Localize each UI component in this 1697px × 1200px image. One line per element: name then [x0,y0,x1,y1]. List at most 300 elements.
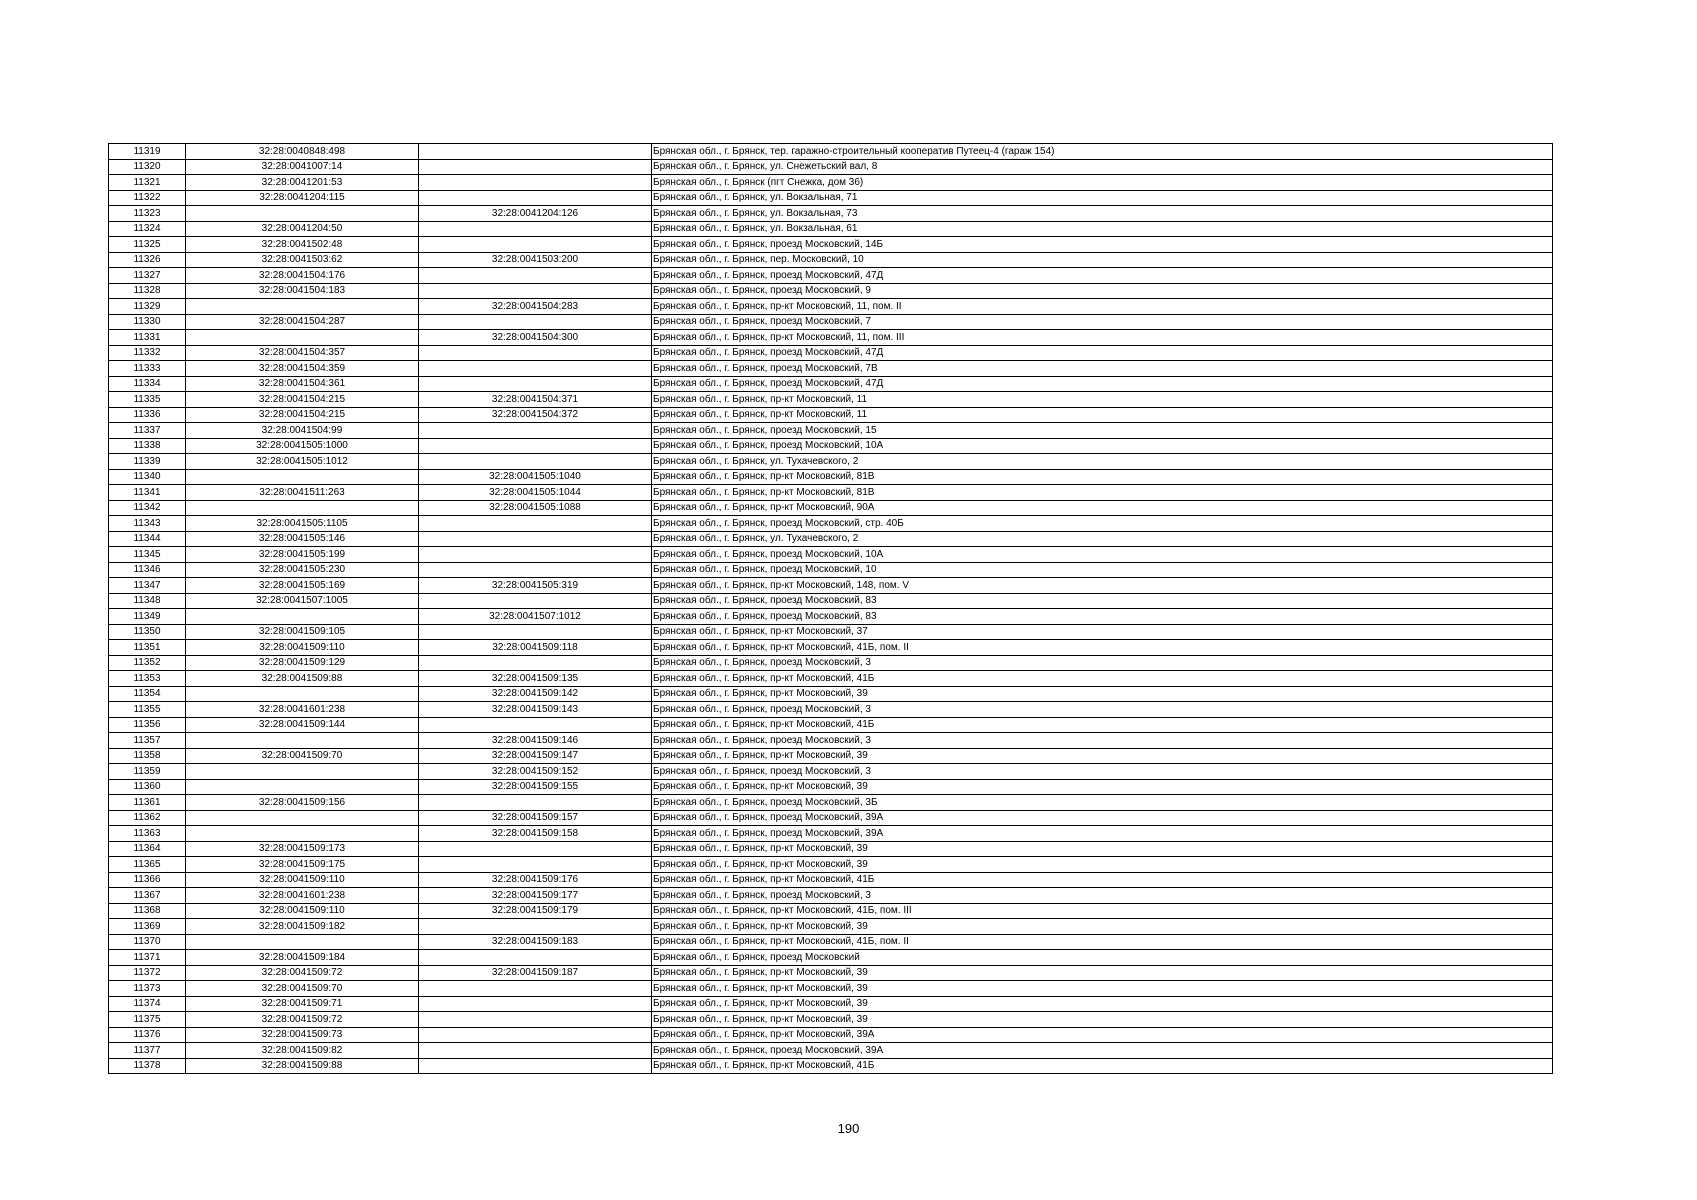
cadastral-number-cell: 32:28:0041505:169 [186,578,419,594]
cadastral-number-cell: 32:28:0041509:88 [186,1058,419,1074]
cadastral-number-cell: 32:28:0041503:62 [186,252,419,268]
address-cell: Брянская обл., г. Брянск, проезд Московский, 3 [652,655,1553,671]
cadastral-number-cell: 32:28:0041505:1105 [186,516,419,532]
table-row [109,268,1553,284]
address-cell: Брянская обл., г. Брянск, пр-кт Московский, 41Б, пом. III [652,903,1553,919]
related-cadastral-number-cell [419,361,652,377]
address-cell: Брянская обл., г. Брянск, пр-кт Московский, 81В [652,485,1553,501]
address-cell: Брянская обл., г. Брянск, пр-кт Московский, 81В [652,469,1553,485]
table-row [109,950,1553,966]
record-number-cell: 11359 [109,764,186,780]
table-row [109,934,1553,950]
cadastral-number-cell [186,500,419,516]
related-cadastral-number-cell [419,531,652,547]
address-cell: Брянская обл., г. Брянск, ул. Вокзальная, 73 [652,206,1553,222]
cadastral-number-cell: 32:28:0041509:105 [186,624,419,640]
related-cadastral-number-cell [419,237,652,253]
related-cadastral-number-cell: 32:28:0041509:177 [419,888,652,904]
cadastral-number-cell [186,330,419,346]
record-number-cell: 11371 [109,950,186,966]
record-number-cell: 11367 [109,888,186,904]
address-cell: Брянская обл., г. Брянск, проезд Московский, 47Д [652,376,1553,392]
cadastral-number-cell: 32:28:0041504:357 [186,345,419,361]
related-cadastral-number-cell: 32:28:0041505:319 [419,578,652,594]
cadastral-number-cell: 32:28:0041509:182 [186,919,419,935]
record-number-cell: 11346 [109,562,186,578]
record-number-cell: 11328 [109,283,186,299]
address-cell: Брянская обл., г. Брянск, проезд Московский [652,950,1553,966]
record-number-cell: 11377 [109,1043,186,1059]
address-cell: Брянская обл., г. Брянск, проезд Московский, 10А [652,438,1553,454]
table-body [109,144,1553,1074]
table-row [109,1012,1553,1028]
cadastral-number-cell [186,733,419,749]
record-number-cell: 11344 [109,531,186,547]
related-cadastral-number-cell: 32:28:0041509:152 [419,764,652,780]
cadastral-number-cell: 32:28:0041504:183 [186,283,419,299]
table-row [109,686,1553,702]
record-number-cell: 11321 [109,175,186,191]
record-number-cell: 11322 [109,190,186,206]
record-number-cell: 11336 [109,407,186,423]
table-row [109,237,1553,253]
record-number-cell: 11345 [109,547,186,563]
record-number-cell: 11319 [109,144,186,160]
record-number-cell: 11331 [109,330,186,346]
table-row [109,423,1553,439]
related-cadastral-number-cell: 32:28:0041509:118 [419,640,652,656]
table-row [109,190,1553,206]
cadastral-number-cell [186,779,419,795]
related-cadastral-number-cell: 32:28:0041509:176 [419,872,652,888]
record-number-cell: 11343 [109,516,186,532]
address-cell: Брянская обл., г. Брянск, проезд Московский, 3Б [652,795,1553,811]
cadastral-number-cell: 32:28:0041504:176 [186,268,419,284]
address-cell: Брянская обл., г. Брянск, проезд Московский, 39А [652,810,1553,826]
record-number-cell: 11323 [109,206,186,222]
related-cadastral-number-cell [419,717,652,733]
related-cadastral-number-cell: 32:28:0041509:147 [419,748,652,764]
record-number-cell: 11358 [109,748,186,764]
table-row [109,221,1553,237]
cadastral-number-cell: 32:28:0041504:99 [186,423,419,439]
table-row [109,640,1553,656]
record-number-cell: 11360 [109,779,186,795]
related-cadastral-number-cell [419,221,652,237]
address-cell: Брянская обл., г. Брянск, проезд Московский, 83 [652,593,1553,609]
records-table [108,143,1553,1074]
record-number-cell: 11370 [109,934,186,950]
cadastral-number-cell [186,826,419,842]
cadastral-number-cell: 32:28:0041509:129 [186,655,419,671]
cadastral-number-cell: 32:28:0041509:110 [186,903,419,919]
address-cell: Брянская обл., г. Брянск, проезд Московский, 7В [652,361,1553,377]
record-number-cell: 11339 [109,454,186,470]
table-row [109,981,1553,997]
record-number-cell: 11348 [109,593,186,609]
related-cadastral-number-cell: 32:28:0041505:1044 [419,485,652,501]
address-cell: Брянская обл., г. Брянск, проезд Московский, 10 [652,562,1553,578]
page-number: 190 [837,1121,860,1136]
table-row [109,996,1553,1012]
cadastral-number-cell: 32:28:0041504:359 [186,361,419,377]
record-number-cell: 11351 [109,640,186,656]
cadastral-number-cell: 32:28:0041204:115 [186,190,419,206]
address-cell: Брянская обл., г. Брянск, пр-кт Московский, 148, пом. V [652,578,1553,594]
table-row [109,531,1553,547]
address-cell: Брянская обл., г. Брянск, пр-кт Московский, 39 [652,965,1553,981]
cadastral-number-cell: 32:28:0040848:498 [186,144,419,160]
address-cell: Брянская обл., г. Брянск, тер. гаражно-строительный кооператив Путеец-4 (гараж 154) [652,144,1553,160]
related-cadastral-number-cell: 32:28:0041504:300 [419,330,652,346]
related-cadastral-number-cell [419,438,652,454]
record-number-cell: 11333 [109,361,186,377]
table-row [109,609,1553,625]
cadastral-number-cell [186,469,419,485]
record-number-cell: 11373 [109,981,186,997]
record-number-cell: 11320 [109,159,186,175]
related-cadastral-number-cell [419,283,652,299]
cadastral-number-cell [186,299,419,315]
record-number-cell: 11325 [109,237,186,253]
cadastral-number-cell [186,609,419,625]
address-cell: Брянская обл., г. Брянск, ул. Вокзальная, 71 [652,190,1553,206]
record-number-cell: 11352 [109,655,186,671]
related-cadastral-number-cell [419,1027,652,1043]
record-number-cell: 11337 [109,423,186,439]
address-cell: Брянская обл., г. Брянск, пр-кт Московский, 11, пом. II [652,299,1553,315]
cadastral-number-cell: 32:28:0041509:173 [186,841,419,857]
table-row [109,345,1553,361]
address-cell: Брянская обл., г. Брянск, пр-кт Московский, 39А [652,1027,1553,1043]
related-cadastral-number-cell [419,1012,652,1028]
table-row [109,671,1553,687]
table-row [109,547,1553,563]
related-cadastral-number-cell [419,454,652,470]
table-row [109,795,1553,811]
related-cadastral-number-cell: 32:28:0041505:1040 [419,469,652,485]
address-cell: Брянская обл., г. Брянск, проезд Московский, стр. 40Б [652,516,1553,532]
related-cadastral-number-cell: 32:28:0041509:179 [419,903,652,919]
record-number-cell: 11353 [109,671,186,687]
record-number-cell: 11362 [109,810,186,826]
record-number-cell: 11376 [109,1027,186,1043]
related-cadastral-number-cell [419,1058,652,1074]
cadastral-number-cell: 32:28:0041509:144 [186,717,419,733]
table-row [109,361,1553,377]
address-cell: Брянская обл., г. Брянск, ул. Снежетьский вал, 8 [652,159,1553,175]
address-cell: Брянская обл., г. Брянск, пр-кт Московский, 39 [652,686,1553,702]
address-cell: Брянская обл., г. Брянск, проезд Московский, 39А [652,1043,1553,1059]
table-row [109,283,1553,299]
table-row [109,1058,1553,1074]
address-cell: Брянская обл., г. Брянск, пр-кт Московский, 39 [652,996,1553,1012]
table-row [109,206,1553,222]
related-cadastral-number-cell [419,624,652,640]
address-cell: Брянская обл., г. Брянск, пр-кт Московский, 11 [652,407,1553,423]
related-cadastral-number-cell [419,795,652,811]
address-cell: Брянская обл., г. Брянск, пр-кт Московский, 41Б [652,717,1553,733]
cadastral-number-cell [186,934,419,950]
address-cell: Брянская обл., г. Брянск, пр-кт Московский, 11 [652,392,1553,408]
related-cadastral-number-cell [419,593,652,609]
table-row [109,376,1553,392]
record-number-cell: 11363 [109,826,186,842]
address-cell: Брянская обл., г. Брянск, проезд Московский, 83 [652,609,1553,625]
cadastral-number-cell: 32:28:0041601:238 [186,888,419,904]
address-cell: Брянская обл., г. Брянск, ул. Тухачевского, 2 [652,531,1553,547]
related-cadastral-number-cell [419,562,652,578]
cadastral-number-cell: 32:28:0041502:48 [186,237,419,253]
record-number-cell: 11357 [109,733,186,749]
cadastral-number-cell: 32:28:0041601:238 [186,702,419,718]
address-cell: Брянская обл., г. Брянск (пгт Снежка, дом 36) [652,175,1553,191]
record-number-cell: 11378 [109,1058,186,1074]
record-number-cell: 11375 [109,1012,186,1028]
table-row [109,314,1553,330]
related-cadastral-number-cell [419,857,652,873]
related-cadastral-number-cell [419,1043,652,1059]
related-cadastral-number-cell: 32:28:0041204:126 [419,206,652,222]
record-number-cell: 11329 [109,299,186,315]
table-row [109,748,1553,764]
table-row [109,779,1553,795]
address-cell: Брянская обл., г. Брянск, пр-кт Московский, 41Б [652,872,1553,888]
cadastral-number-cell: 32:28:0041509:184 [186,950,419,966]
cadastral-number-cell: 32:28:0041507:1005 [186,593,419,609]
cadastral-number-cell: 32:28:0041509:71 [186,996,419,1012]
related-cadastral-number-cell [419,159,652,175]
table-row [109,919,1553,935]
cadastral-number-cell [186,810,419,826]
address-cell: Брянская обл., г. Брянск, проезд Московский, 3 [652,888,1553,904]
cadastral-number-cell [186,686,419,702]
address-cell: Брянская обл., г. Брянск, пр-кт Московский, 90А [652,500,1553,516]
address-cell: Брянская обл., г. Брянск, пр-кт Московский, 39 [652,919,1553,935]
address-cell: Брянская обл., г. Брянск, пр-кт Московский, 37 [652,624,1553,640]
cadastral-number-cell: 32:28:0041509:110 [186,872,419,888]
table-row [109,841,1553,857]
record-number-cell: 11368 [109,903,186,919]
address-cell: Брянская обл., г. Брянск, пр-кт Московский, 39 [652,779,1553,795]
record-number-cell: 11356 [109,717,186,733]
cadastral-number-cell: 32:28:0041505:146 [186,531,419,547]
address-cell: Брянская обл., г. Брянск, проезд Московский, 14Б [652,237,1553,253]
table-row [109,810,1553,826]
record-number-cell: 11366 [109,872,186,888]
address-cell: Брянская обл., г. Брянск, пр-кт Московский, 39 [652,1012,1553,1028]
cadastral-number-cell: 32:28:0041204:50 [186,221,419,237]
table-row [109,438,1553,454]
cadastral-number-cell: 32:28:0041505:1012 [186,454,419,470]
table-row [109,500,1553,516]
table-row [109,826,1553,842]
table-row [109,144,1553,160]
related-cadastral-number-cell [419,841,652,857]
related-cadastral-number-cell [419,144,652,160]
related-cadastral-number-cell [419,175,652,191]
related-cadastral-number-cell: 32:28:0041503:200 [419,252,652,268]
address-cell: Брянская обл., г. Брянск, проезд Московский, 47Д [652,345,1553,361]
address-cell: Брянская обл., г. Брянск, пер. Московский, 10 [652,252,1553,268]
related-cadastral-number-cell: 32:28:0041509:135 [419,671,652,687]
record-number-cell: 11332 [109,345,186,361]
cadastral-number-cell: 32:28:0041509:175 [186,857,419,873]
cadastral-number-cell [186,206,419,222]
record-number-cell: 11340 [109,469,186,485]
record-number-cell: 11364 [109,841,186,857]
record-number-cell: 11361 [109,795,186,811]
address-cell: Брянская обл., г. Брянск, проезд Московский, 39А [652,826,1553,842]
table-row [109,407,1553,423]
address-cell: Брянская обл., г. Брянск, проезд Московский, 47Д [652,268,1553,284]
table-row [109,252,1553,268]
related-cadastral-number-cell [419,996,652,1012]
record-number-cell: 11335 [109,392,186,408]
related-cadastral-number-cell: 32:28:0041509:142 [419,686,652,702]
record-number-cell: 11341 [109,485,186,501]
address-cell: Брянская обл., г. Брянск, пр-кт Московский, 41Б, пом. II [652,640,1553,656]
related-cadastral-number-cell: 32:28:0041509:187 [419,965,652,981]
cadastral-number-cell: 32:28:0041511:263 [186,485,419,501]
related-cadastral-number-cell [419,314,652,330]
cadastral-number-cell [186,764,419,780]
related-cadastral-number-cell: 32:28:0041509:183 [419,934,652,950]
record-number-cell: 11347 [109,578,186,594]
related-cadastral-number-cell [419,376,652,392]
table-row [109,392,1553,408]
address-cell: Брянская обл., г. Брянск, ул. Тухачевского, 2 [652,454,1553,470]
cadastral-number-cell: 32:28:0041504:215 [186,407,419,423]
record-number-cell: 11338 [109,438,186,454]
related-cadastral-number-cell: 32:28:0041504:371 [419,392,652,408]
record-number-cell: 11374 [109,996,186,1012]
record-number-cell: 11326 [109,252,186,268]
address-cell: Брянская обл., г. Брянск, проезд Московский, 15 [652,423,1553,439]
related-cadastral-number-cell: 32:28:0041504:283 [419,299,652,315]
table-row [109,562,1553,578]
address-cell: Брянская обл., г. Брянск, пр-кт Московский, 39 [652,981,1553,997]
record-number-cell: 11342 [109,500,186,516]
cadastral-number-cell: 32:28:0041509:88 [186,671,419,687]
record-number-cell: 11365 [109,857,186,873]
table-row [109,733,1553,749]
table-row [109,624,1553,640]
related-cadastral-number-cell [419,516,652,532]
cadastral-number-cell: 32:28:0041504:287 [186,314,419,330]
related-cadastral-number-cell: 32:28:0041509:143 [419,702,652,718]
related-cadastral-number-cell: 32:28:0041509:158 [419,826,652,842]
address-cell: Брянская обл., г. Брянск, проезд Московский, 3 [652,764,1553,780]
record-number-cell: 11334 [109,376,186,392]
related-cadastral-number-cell: 32:28:0041505:1088 [419,500,652,516]
cadastral-number-cell: 32:28:0041007:14 [186,159,419,175]
table-row [109,469,1553,485]
related-cadastral-number-cell [419,190,652,206]
address-cell: Брянская обл., г. Брянск, проезд Московский, 9 [652,283,1553,299]
address-cell: Брянская обл., г. Брянск, проезд Московский, 3 [652,733,1553,749]
table-row [109,764,1553,780]
cadastral-number-cell: 32:28:0041509:70 [186,981,419,997]
table-row [109,655,1553,671]
cadastral-number-cell: 32:28:0041201:53 [186,175,419,191]
related-cadastral-number-cell: 32:28:0041507:1012 [419,609,652,625]
table-row [109,159,1553,175]
table-row [109,965,1553,981]
record-number-cell: 11349 [109,609,186,625]
table-row [109,299,1553,315]
record-number-cell: 11350 [109,624,186,640]
related-cadastral-number-cell: 32:28:0041509:155 [419,779,652,795]
cadastral-number-cell: 32:28:0041509:72 [186,1012,419,1028]
address-cell: Брянская обл., г. Брянск, ул. Вокзальная, 61 [652,221,1553,237]
related-cadastral-number-cell [419,345,652,361]
address-cell: Брянская обл., г. Брянск, проезд Московский, 3 [652,702,1553,718]
related-cadastral-number-cell [419,981,652,997]
record-number-cell: 11355 [109,702,186,718]
record-number-cell: 11324 [109,221,186,237]
cadastral-number-cell: 32:28:0041505:1000 [186,438,419,454]
record-number-cell: 11372 [109,965,186,981]
related-cadastral-number-cell [419,950,652,966]
table-row [109,1027,1553,1043]
table-row [109,702,1553,718]
table-row [109,857,1553,873]
cadastral-number-cell: 32:28:0041509:72 [186,965,419,981]
cadastral-number-cell: 32:28:0041505:199 [186,547,419,563]
record-number-cell: 11354 [109,686,186,702]
related-cadastral-number-cell: 32:28:0041509:157 [419,810,652,826]
related-cadastral-number-cell: 32:28:0041509:146 [419,733,652,749]
address-cell: Брянская обл., г. Брянск, пр-кт Московский, 11, пом. III [652,330,1553,346]
cadastral-number-cell: 32:28:0041504:361 [186,376,419,392]
table-row [109,578,1553,594]
table-row [109,593,1553,609]
table-row [109,485,1553,501]
table-row [109,903,1553,919]
cadastral-number-cell: 32:28:0041505:230 [186,562,419,578]
address-cell: Брянская обл., г. Брянск, проезд Московский, 7 [652,314,1553,330]
address-cell: Брянская обл., г. Брянск, пр-кт Московский, 39 [652,748,1553,764]
address-cell: Брянская обл., г. Брянск, пр-кт Московский, 41Б [652,671,1553,687]
table-row [109,454,1553,470]
record-number-cell: 11330 [109,314,186,330]
table-row [109,175,1553,191]
address-cell: Брянская обл., г. Брянск, пр-кт Московский, 41Б [652,1058,1553,1074]
address-cell: Брянская обл., г. Брянск, пр-кт Московский, 41Б, пом. II [652,934,1553,950]
address-cell: Брянская обл., г. Брянск, проезд Московский, 10А [652,547,1553,563]
cadastral-number-cell: 32:28:0041509:73 [186,1027,419,1043]
table-row [109,330,1553,346]
cadastral-number-cell: 32:28:0041509:156 [186,795,419,811]
cadastral-number-cell: 32:28:0041509:82 [186,1043,419,1059]
related-cadastral-number-cell: 32:28:0041504:372 [419,407,652,423]
table-row [109,717,1553,733]
address-cell: Брянская обл., г. Брянск, пр-кт Московский, 39 [652,857,1553,873]
related-cadastral-number-cell [419,547,652,563]
table-row [109,888,1553,904]
address-cell: Брянская обл., г. Брянск, пр-кт Московский, 39 [652,841,1553,857]
related-cadastral-number-cell [419,655,652,671]
related-cadastral-number-cell [419,268,652,284]
record-number-cell: 11327 [109,268,186,284]
cadastral-number-cell: 32:28:0041504:215 [186,392,419,408]
record-number-cell: 11369 [109,919,186,935]
cadastral-number-cell: 32:28:0041509:70 [186,748,419,764]
table-row [109,872,1553,888]
table-row [109,516,1553,532]
related-cadastral-number-cell [419,919,652,935]
